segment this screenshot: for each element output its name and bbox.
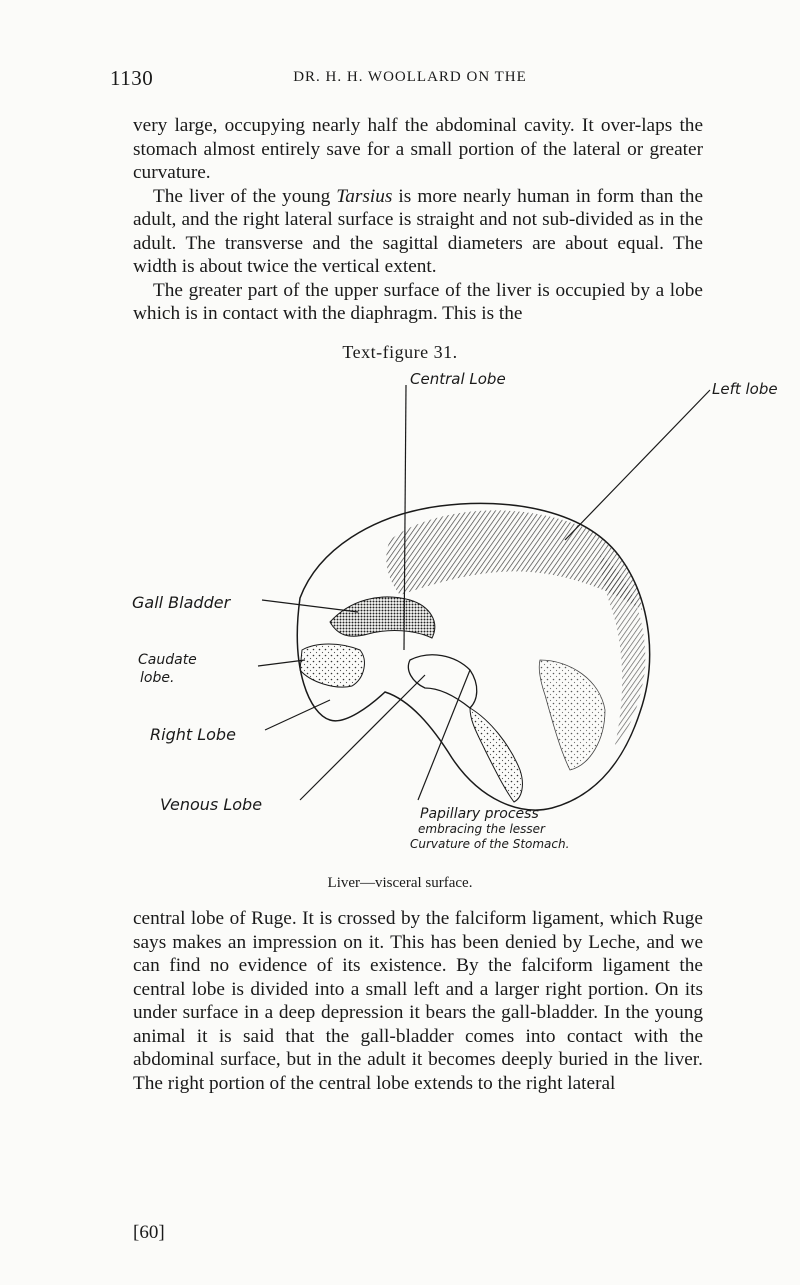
paragraph-2 (133, 185, 703, 279)
label-gall-bladder: Gall Bladder (132, 593, 231, 612)
page-header (110, 66, 710, 96)
page-number: 1130 (110, 66, 154, 90)
running-head: DR. H. H. WOOLLARD ON THE (293, 69, 527, 85)
leader-left (565, 390, 710, 540)
label-papillary-1: Papillary process (420, 806, 539, 822)
text-after-figure: central lobe of Ruge. It is crossed by the falciform ligament, which Ruge says makes an impression on it. This has been denied by Leche, and we can find no evidence of its existence. By the falciform ligament the central lobe is divided into a small left and a larger right portion. On its under surface in a deep depression it bears the gall-bladder. In the young animal it is said that the gall-bladder comes into contact with the abdominal surface, but in the adult it becomes deeply buried in the liver. The right portion of the central lobe extends to the right lateral (133, 908, 703, 1094)
label-venous-lobe: Venous Lobe (160, 795, 263, 814)
paragraph-3: The greater part of the upper surface of the liver is occupied by a lobe which is in contact with the diaphragm. This is the (133, 279, 703, 324)
plate-number: [60] (133, 1222, 165, 1243)
label-papillary-3: Curvature of the Stomach. (410, 837, 570, 851)
label-caudate-2: lobe. (140, 670, 175, 686)
label-right-lobe: Right Lobe (150, 725, 236, 744)
paragraph-1: very large, occupying nearly half the abdominal cavity. It over-laps the stomach almost entirely save for a small portion of the lateral or greater curvature. (133, 115, 703, 183)
label-papillary-2: embracing the lesser (418, 822, 545, 836)
leader-caudate (258, 660, 305, 666)
liver-illustration (0, 360, 800, 870)
species-name: Tarsius (336, 185, 393, 207)
figure-caption: Text-figure 31. (342, 342, 458, 362)
figure-description: Liver—visceral surface. (327, 875, 473, 891)
text-before-figure (133, 114, 703, 326)
label-central-lobe: Central Lobe (410, 370, 506, 388)
label-left-lobe: Left lobe (712, 380, 778, 398)
label-caudate-1: Caudate (138, 652, 197, 668)
paragraph-2-text: The liver of the young Tarsius is more nearly human in form than the adult, and the right lateral surface is straight and not sub-divided as in the adult. The transverse and the sagittal diameters are about equal. The width is about twice the vertical extent. (133, 185, 704, 277)
